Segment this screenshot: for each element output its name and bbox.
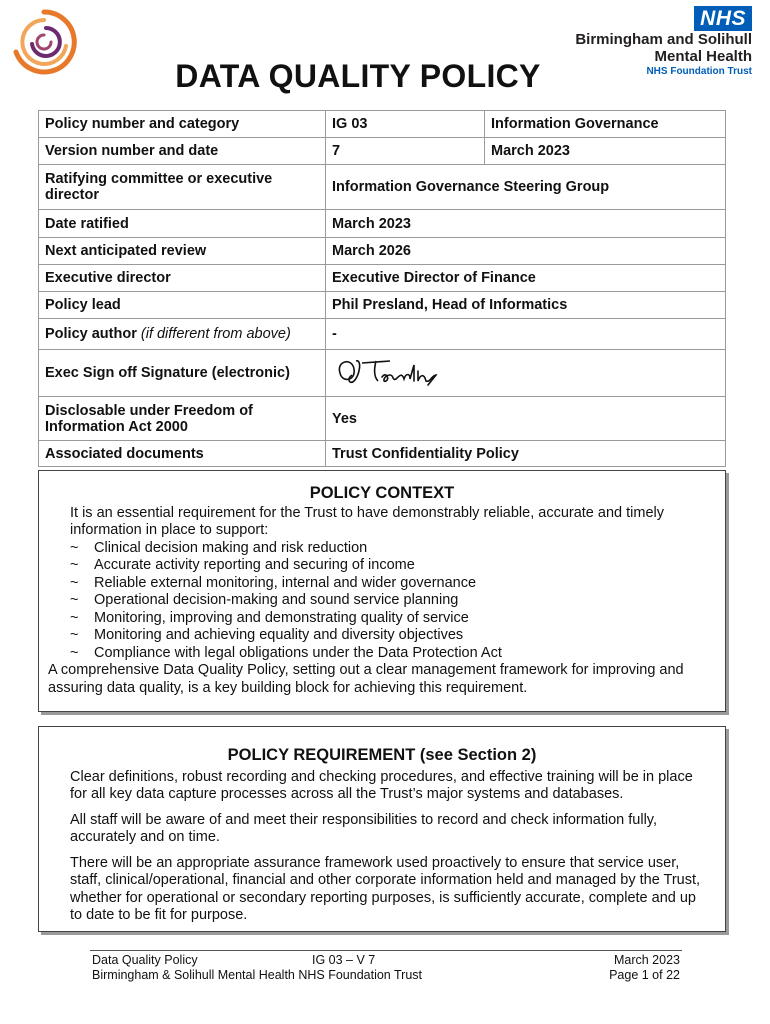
- policy-lead-value: Phil Presland, Head of Informatics: [326, 292, 726, 319]
- document-title: DATA QUALITY POLICY: [175, 58, 541, 94]
- tilde-bullet-icon: ~: [70, 539, 79, 556]
- tilde-bullet-icon: ~: [70, 592, 79, 608]
- policy-category-value: Information Governance: [485, 111, 726, 138]
- list-item-text: Operational decision-making and sound service planning: [94, 592, 459, 608]
- list-item: [70, 575, 705, 593]
- org-name-line2: Mental Health: [654, 48, 752, 65]
- policy-author-value: -: [326, 319, 726, 350]
- list-item: [70, 557, 705, 575]
- policy-author-label-text: Policy author: [45, 326, 137, 342]
- list-item: [70, 645, 705, 663]
- list-item: [70, 627, 705, 645]
- footer-ref: IG 03 – V 7: [312, 953, 376, 967]
- handwritten-signature-icon: [332, 353, 462, 389]
- requirement-para-2: All staff will be aware of and meet their responsibilities to record and check information fully, accurately and on time.: [70, 811, 657, 845]
- next-review-value: March 2026: [326, 238, 726, 265]
- ratifying-committee-value: Information Governance Steering Group: [326, 165, 726, 210]
- org-name-line1: Birmingham and Solihull: [575, 31, 752, 48]
- context-intro: It is an essential requirement for the Trust to have demonstrably reliable, accurate and timely information in place to support:: [70, 504, 664, 538]
- footer-date: March 2023: [613, 953, 680, 967]
- list-item-text: Accurate activity reporting and securing of income: [94, 557, 415, 573]
- context-bullet-list: [70, 540, 705, 663]
- policy-author-label: [39, 319, 326, 350]
- policy-context-heading: POLICY CONTEXT: [309, 484, 455, 502]
- tilde-bullet-icon: ~: [70, 644, 79, 661]
- next-review-label: Next anticipated review: [39, 238, 326, 265]
- footer-right: [609, 953, 680, 983]
- list-item: [70, 610, 705, 628]
- associated-documents-value: Trust Confidentiality Policy: [326, 441, 726, 467]
- policy-number-label: Policy number and category: [39, 111, 326, 138]
- footer-divider: [90, 950, 682, 951]
- list-item-text: Monitoring and achieving equality and diversity objectives: [94, 627, 464, 643]
- date-ratified-value: March 2023: [326, 210, 726, 238]
- policy-requirement-heading: POLICY REQUIREMENT (see Section 2): [227, 746, 537, 764]
- policy-number-value: IG 03: [326, 111, 485, 138]
- foi-disclosable-label: Disclosable under Freedom of Information Act 2000: [39, 397, 326, 441]
- list-item-text: Monitoring, improving and demonstrating quality of service: [94, 609, 469, 626]
- policy-lead-label: Policy lead: [39, 292, 326, 319]
- tilde-bullet-icon: ~: [70, 574, 79, 591]
- ratifying-committee-label: Ratifying committee or executive director: [39, 165, 326, 210]
- list-item-text: Clinical decision making and risk reduction: [94, 539, 368, 556]
- foi-disclosable-value: Yes: [326, 397, 726, 441]
- associated-documents-label: Associated documents: [39, 441, 326, 467]
- footer-page: Page 1 of 22: [609, 968, 680, 982]
- requirement-para-1: Clear definitions, robust recording and checking procedures, and effective training will be in place for all key data capture processes across all the Trust’s major systems and databases.: [70, 768, 693, 802]
- executive-director-value: Executive Director of Finance: [326, 265, 726, 292]
- signature-cell: [326, 350, 726, 397]
- list-item-text: Reliable external monitoring, internal and wider governance: [94, 574, 477, 591]
- policy-requirement-box: [38, 726, 726, 932]
- policy-info-table: [38, 110, 726, 467]
- tilde-bullet-icon: ~: [70, 557, 79, 573]
- tilde-bullet-icon: ~: [70, 627, 79, 643]
- version-date-value: March 2023: [485, 138, 726, 165]
- version-label: Version number and date: [39, 138, 326, 165]
- org-subtitle: NHS Foundation Trust: [646, 66, 752, 77]
- executive-director-label: Executive director: [39, 265, 326, 292]
- footer-org: Birmingham & Solihull Mental Health NHS Foundation Trust: [92, 968, 423, 982]
- context-closing: A comprehensive Data Quality Policy, setting out a clear management framework for improving and assuring data quality, is a key building block for achieving this requirement.: [48, 662, 684, 696]
- list-item: [70, 540, 705, 558]
- footer-doc-name: Data Quality Policy: [92, 953, 198, 967]
- date-ratified-label: Date ratified: [39, 210, 326, 238]
- policy-author-note: (if different from above): [140, 326, 291, 342]
- list-item: [70, 592, 705, 610]
- version-value: 7: [326, 138, 485, 165]
- tilde-bullet-icon: ~: [70, 609, 79, 626]
- list-item-text: Compliance with legal obligations under the Data Protection Act: [94, 644, 502, 661]
- requirement-para-3: There will be an appropriate assurance framework used proactively to ensure that service user, staff, clinical/operational, financial and other corporate information held and managed by the Trust, whether for operational or secondary reporting purposes, is sufficiently accurate, complete and up to date to be fit for purpose.: [70, 854, 701, 923]
- nhs-badge: NHS: [694, 6, 752, 31]
- policy-context-box: [38, 470, 726, 712]
- signature-label: Exec Sign off Signature (electronic): [39, 350, 326, 397]
